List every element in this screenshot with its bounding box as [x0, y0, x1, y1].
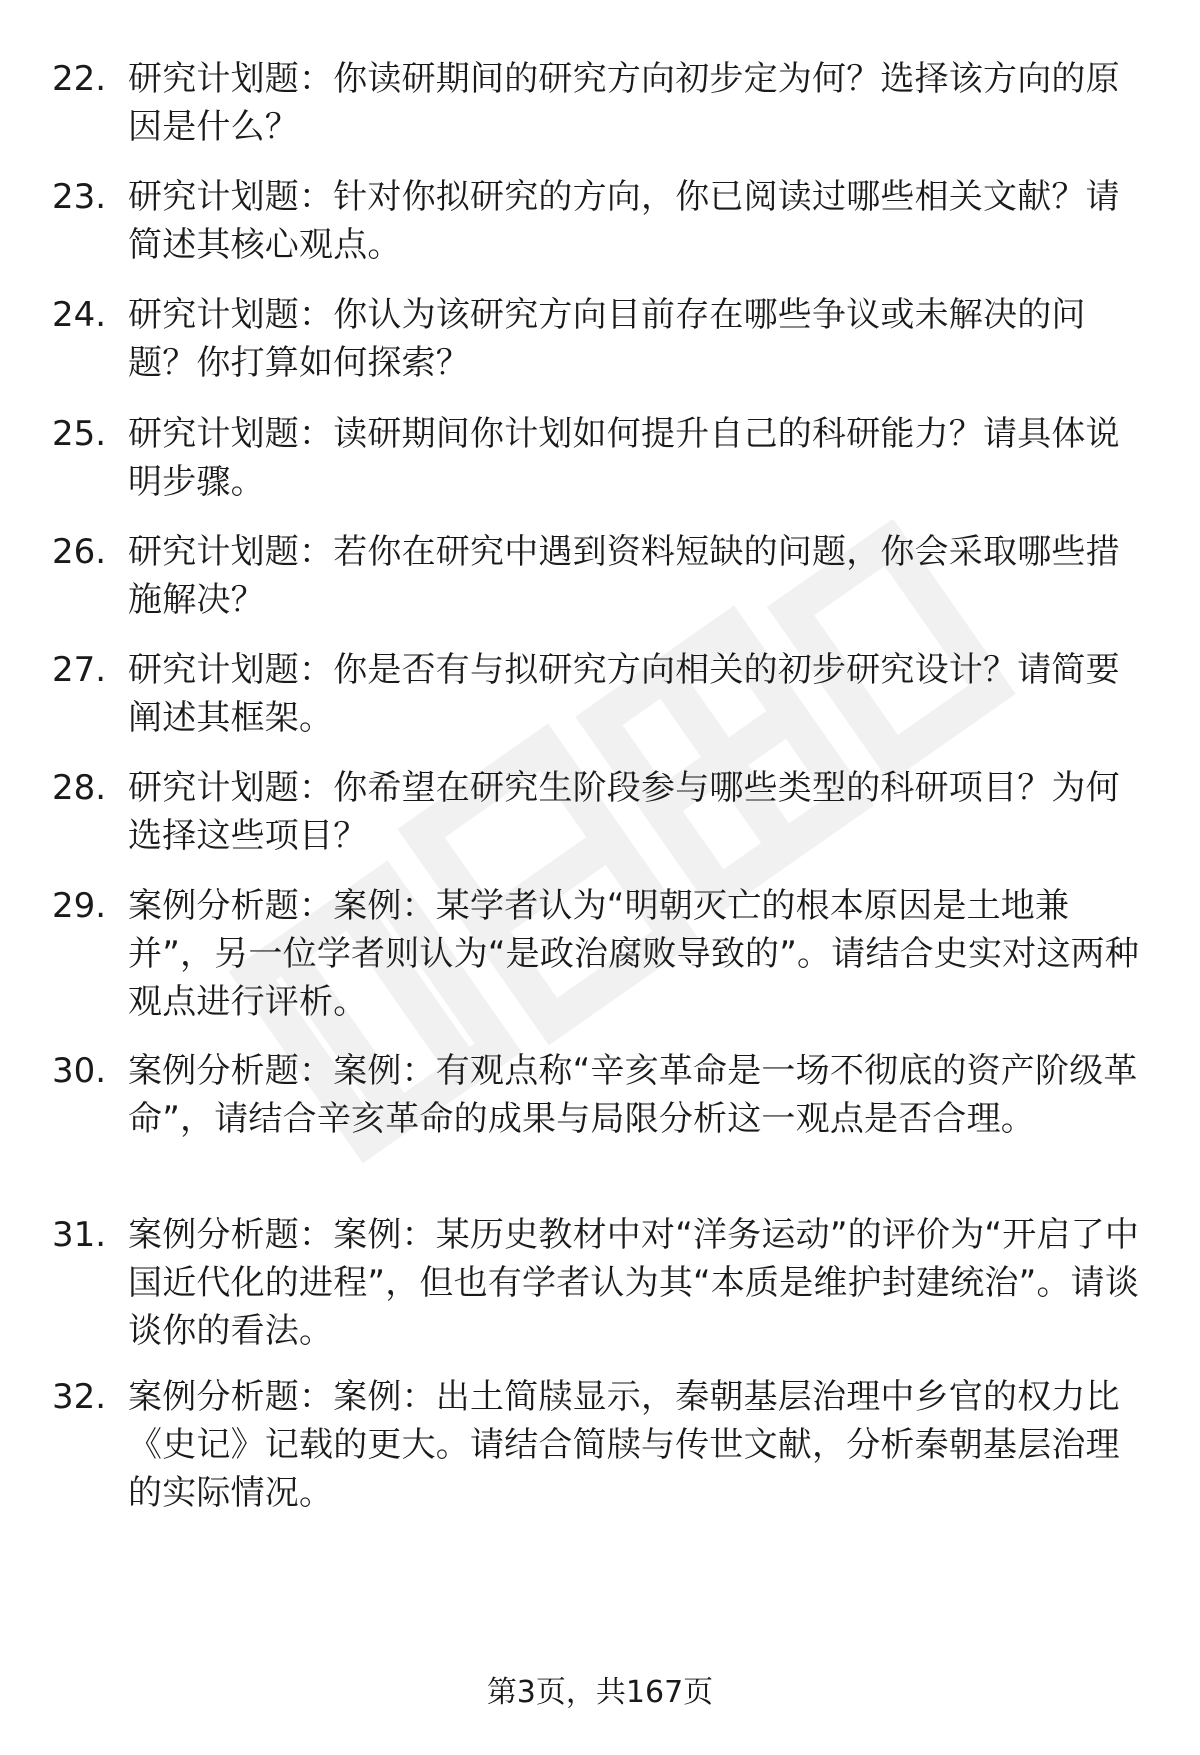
question-text: 研究计划题：读研期间你计划如何提升自己的科研能力？请具体说明步骤。	[128, 414, 1120, 502]
question-text: 案例分析题：案例：出土简牍显示，秦朝基层治理中乡官的权力比《史记》记载的更大。请结合简牍与传世文献，分析秦朝基层治理的实际情况。	[128, 1377, 1120, 1513]
question-text: 研究计划题：你希望在研究生阶段参与哪些类型的科研项目？为何选择这些项目？	[128, 768, 1120, 856]
page-number-label: 第3页，共167页	[486, 1675, 714, 1710]
question-text: 案例分析题：案例：某学者认为“明朝灭亡的根本原因是土地兼并”，另一位学者则认为“是政治腐败导致的”。请结合史实对这两种观点进行评析。	[128, 886, 1140, 1022]
question-text: 研究计划题：若你在研究中遇到资料短缺的问题，你会采取哪些措施解决？	[128, 532, 1120, 620]
question-number: 22.	[52, 59, 107, 99]
question-number: 32.	[52, 1377, 107, 1417]
question-number: 23.	[52, 177, 107, 217]
question-number: 31.	[52, 1215, 107, 1255]
question-number: 26.	[52, 532, 107, 572]
page-footer	[0, 1673, 1200, 1713]
question-number: 27.	[52, 650, 107, 690]
question-number: 30.	[52, 1051, 107, 1091]
question-text: 案例分析题：案例：某历史教材中对“洋务运动”的评价为“开启了中国近代化的进程”，但也有学者认为其“本质是维护封建统治”。请谈谈你的看法。	[128, 1215, 1140, 1351]
question-text: 研究计划题：你认为该研究方向目前存在哪些争议或未解决的问题？你打算如何探索？	[128, 295, 1086, 383]
question-number: 28.	[52, 768, 107, 808]
question-number: 29.	[52, 886, 107, 926]
question-number: 24.	[52, 295, 107, 335]
question-text: 案例分析题：案例：有观点称“辛亥革命是一场不彻底的资产阶级革命”，请结合辛亥革命的成果与局限分析这一观点是否合理。	[128, 1051, 1138, 1139]
question-number: 25.	[52, 414, 107, 454]
question-text: 研究计划题：你读研期间的研究方向初步定为何？选择该方向的原因是什么？	[128, 59, 1120, 147]
question-text: 研究计划题：你是否有与拟研究方向相关的初步研究设计？请简要阐述其框架。	[128, 650, 1120, 738]
question-text: 研究计划题：针对你拟研究的方向，你已阅读过哪些相关文献？请简述其核心观点。	[128, 177, 1120, 265]
